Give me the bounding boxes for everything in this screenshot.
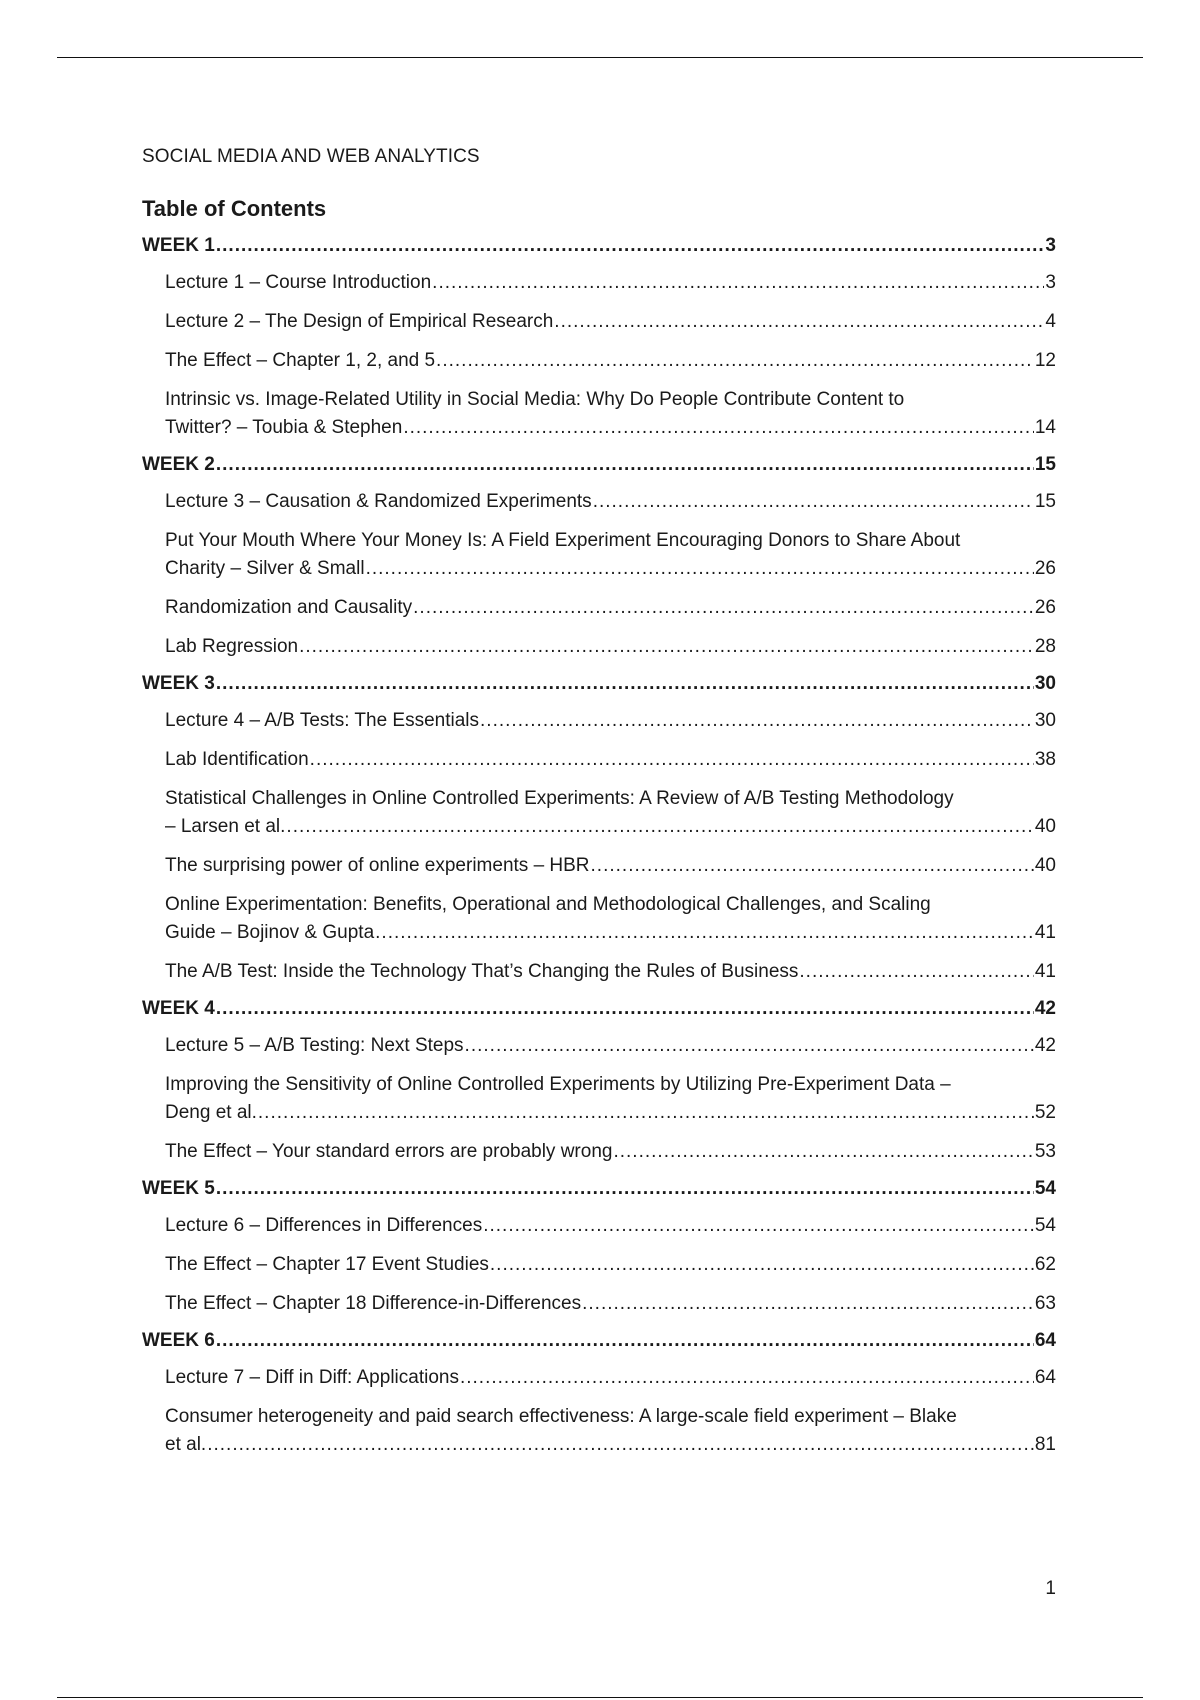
document-header: SOCIAL MEDIA AND WEB ANALYTICS: [142, 146, 480, 167]
toc-page-number: 30: [1034, 673, 1056, 694]
toc-page-number: 54: [1034, 1215, 1056, 1236]
toc-page-number: 40: [1034, 816, 1056, 837]
table-of-contents: [142, 232, 1056, 1468]
toc-week-4[interactable]: WEEK 4 ..... 42: [142, 995, 1056, 1023]
toc-page-number: 41: [1034, 922, 1056, 943]
toc-page-number: 62: [1034, 1254, 1056, 1275]
toc-entry[interactable]: Lecture 4 – A/B Tests: The Essentials ..... 30: [142, 707, 1056, 735]
toc-entry[interactable]: The Effect – Chapter 17 Event Studies ..... 62: [142, 1251, 1056, 1279]
toc-page-number: 15: [1034, 491, 1056, 512]
toc-entry[interactable]: Lecture 6 – Differences in Differences ..... 54: [142, 1212, 1056, 1240]
toc-page-number: 63: [1034, 1293, 1056, 1314]
toc-week-5[interactable]: WEEK 5 ..... 54: [142, 1175, 1056, 1203]
toc-week-3[interactable]: WEEK 3 ..... 30: [142, 670, 1056, 698]
toc-entry[interactable]: Intrinsic vs. Image-Related Utility in Social Media: Why Do People Contribute Content to Twitter? – Toubia & Stephen ..... 14: [142, 386, 1056, 442]
toc-page-number: 26: [1034, 597, 1056, 618]
toc-week-1[interactable]: WEEK 1 ..... 3: [142, 232, 1056, 260]
toc-entry[interactable]: The surprising power of online experiments – HBR ..... 40: [142, 852, 1056, 880]
toc-entry[interactable]: Lecture 2 – The Design of Empirical Research ..... 4: [142, 308, 1056, 336]
toc-page-number: 53: [1034, 1141, 1056, 1162]
toc-entry[interactable]: Randomization and Causality ..... 26: [142, 594, 1056, 622]
toc-page-number: 14: [1034, 417, 1056, 438]
toc-page-number: 15: [1034, 454, 1056, 475]
page-number: 1: [1045, 1578, 1056, 1599]
toc-entry[interactable]: Consumer heterogeneity and paid search effectiveness: A large-scale field experiment – Blake et al. ..... 81: [142, 1403, 1056, 1459]
toc-page-number: 28: [1034, 636, 1056, 657]
toc-entry[interactable]: Lecture 3 – Causation & Randomized Experiments ..... 15: [142, 488, 1056, 516]
toc-entry[interactable]: The Effect – Your standard errors are probably wrong ..... 53: [142, 1138, 1056, 1166]
toc-entry[interactable]: The Effect – Chapter 18 Difference-in-Differences ..... 63: [142, 1290, 1056, 1318]
toc-entry[interactable]: Lab Regression ..... 28: [142, 633, 1056, 661]
toc-week-6[interactable]: WEEK 6 ..... 64: [142, 1327, 1056, 1355]
toc-heading: Table of Contents: [142, 196, 327, 221]
toc-entry[interactable]: Lab Identification ..... 38: [142, 746, 1056, 774]
toc-entry[interactable]: Lecture 1 – Course Introduction ..... 3: [142, 269, 1056, 297]
toc-entry[interactable]: Lecture 5 – A/B Testing: Next Steps ..... 42: [142, 1032, 1056, 1060]
toc-entry[interactable]: The Effect – Chapter 1, 2, and 5 ..... 12: [142, 347, 1056, 375]
toc-page-number: 30: [1034, 710, 1056, 731]
toc-page-number: 41: [1034, 961, 1056, 982]
toc-page-number: 64: [1034, 1330, 1056, 1351]
toc-page-number: 3: [1045, 235, 1056, 256]
toc-page-number: 52: [1034, 1102, 1056, 1123]
toc-entry[interactable]: Lecture 7 – Diff in Diff: Applications ..... 64: [142, 1364, 1056, 1392]
toc-entry[interactable]: Improving the Sensitivity of Online Controlled Experiments by Utilizing Pre-Experiment Data – Deng et al. ..... 52: [142, 1071, 1056, 1127]
toc-page-number: 64: [1034, 1367, 1056, 1388]
toc-entry[interactable]: Statistical Challenges in Online Controlled Experiments: A Review of A/B Testing Methodology – Larsen et al. ..... 40: [142, 785, 1056, 841]
toc-page-number: 38: [1034, 749, 1056, 770]
footer-rule: [57, 1697, 1143, 1698]
toc-week-2[interactable]: WEEK 2 ..... 15: [142, 451, 1056, 479]
toc-page-number: 3: [1045, 272, 1056, 293]
toc-page-number: 42: [1034, 1035, 1056, 1056]
toc-page-number: 42: [1034, 998, 1056, 1019]
header-rule: [57, 57, 1143, 58]
toc-entry[interactable]: Online Experimentation: Benefits, Operational and Methodological Challenges, and Scaling Guide – Bojinov & Gupta ..... 41: [142, 891, 1056, 947]
toc-entry[interactable]: The A/B Test: Inside the Technology That’s Changing the Rules of Business ..... 41: [142, 958, 1056, 986]
toc-page-number: 26: [1034, 558, 1056, 579]
toc-page-number: 40: [1034, 855, 1056, 876]
toc-page-number: 4: [1045, 311, 1056, 332]
toc-page-number: 54: [1034, 1178, 1056, 1199]
toc-entry[interactable]: Put Your Mouth Where Your Money Is: A Field Experiment Encouraging Donors to Share About Charity – Silver & Small ..... 26: [142, 527, 1056, 583]
toc-page-number: 12: [1034, 350, 1056, 371]
toc-page-number: 81: [1034, 1434, 1056, 1455]
